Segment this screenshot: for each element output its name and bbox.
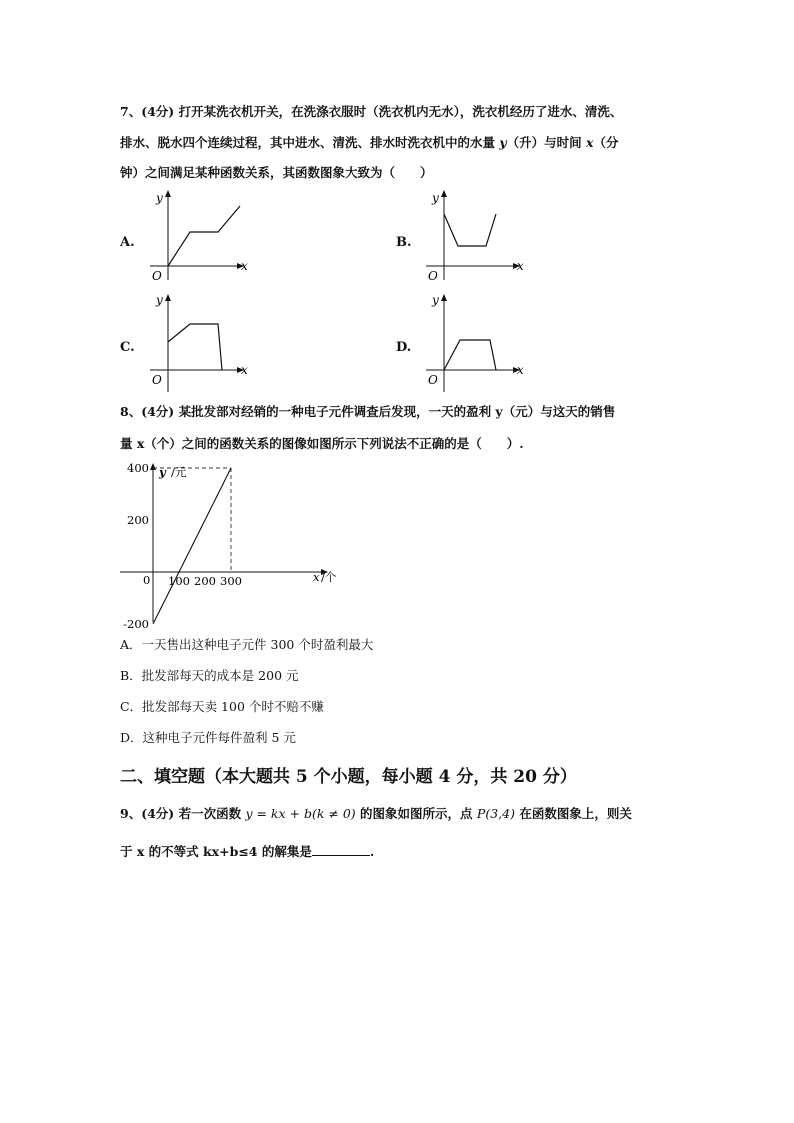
- q8-choice-c[interactable]: C．批发部每天卖 100 个时不赔不赚: [120, 699, 324, 714]
- chart-x-tick-200: 200: [194, 574, 216, 588]
- q7-option-a-label[interactable]: A.: [120, 235, 135, 250]
- y-axis-arrow-icon: [165, 190, 171, 197]
- y-label: y: [156, 293, 163, 307]
- chart-y-tick-400: 400: [127, 461, 149, 475]
- q9-mid: 的图象如图所示，点: [360, 806, 473, 821]
- chart-x-unit: /个: [321, 570, 337, 584]
- q7-var-y: y: [499, 135, 507, 150]
- graph-line: [444, 340, 496, 370]
- q8-line-1: 8、(4分) 某批发部对经销的一种电子元件调查后发现，一天的盈利 y（元）与这天的销售: [120, 404, 616, 419]
- q9-formula: y = kx + b(k ≠ 0): [245, 806, 356, 821]
- chart-y-label: y: [159, 465, 166, 479]
- q9-line-1: [120, 806, 680, 822]
- q7-line-2: [120, 135, 680, 151]
- q9-answer-blank[interactable]: [312, 843, 370, 856]
- q7-option-c-label[interactable]: C.: [120, 340, 135, 355]
- q7-line-2-text: 排水、脱水四个连续过程，其中进水、清洗、排水时洗衣机中的水量: [120, 135, 496, 150]
- q9-line-2-text: 于 x 的不等式 kx+b≤4 的解集是: [120, 844, 312, 859]
- y-label: y: [432, 293, 439, 307]
- y-axis-arrow-icon: [441, 190, 447, 197]
- x-label: x: [517, 363, 524, 377]
- q7-option-d-label[interactable]: D.: [396, 340, 412, 355]
- chart-y-tick-neg200: -200: [123, 617, 149, 630]
- q8-profit-chart: [115, 460, 355, 630]
- graph-line: [444, 214, 496, 246]
- chart-x-label: x: [313, 570, 320, 584]
- origin-label: O: [152, 373, 162, 387]
- q7-line-3: 钟）之间满足某种函数关系，其函数图象大致为（ ）: [120, 165, 433, 180]
- q7-line-1: 7、(4分) 打开某洗衣机开关，在洗涤衣服时（洗衣机内无水），洗衣机经历了进水、清洗、: [120, 104, 623, 119]
- chart-x-tick-100: 100: [168, 574, 190, 588]
- x-label: x: [241, 363, 248, 377]
- graph-line: [168, 206, 240, 266]
- q9-line-2: [120, 843, 680, 860]
- q9-line-2-end: .: [369, 844, 375, 859]
- chart-y-tick-200: 200: [127, 513, 149, 527]
- q7-line-2-mid: （升）与时间: [506, 135, 582, 150]
- q7-graph-c[interactable]: [140, 292, 260, 392]
- y-axis-arrow-icon: [441, 294, 447, 301]
- chart-x-tick-300: 300: [220, 574, 242, 588]
- q7-graph-a[interactable]: [140, 188, 260, 288]
- q9-suffix: 在函数图象上，则关: [519, 806, 632, 821]
- graph-line: [168, 324, 222, 370]
- x-label: x: [517, 259, 524, 273]
- q8-line-2: 量 x（个）之间的函数关系的图像如图所示下列说法不正确的是（ ）.: [120, 436, 524, 451]
- origin-label: O: [428, 269, 438, 283]
- chart-origin-label: 0: [143, 573, 151, 587]
- q7-graph-b[interactable]: [416, 188, 536, 288]
- y-axis-arrow-icon: [165, 294, 171, 301]
- q7-line-2-end: （分: [593, 135, 619, 150]
- chart-series-line: [153, 468, 231, 624]
- y-label: y: [432, 191, 439, 205]
- q8-choice-d[interactable]: D．这种电子元件每件盈利 5 元: [120, 730, 296, 745]
- section-2-heading: 二、填空题（本大题共 5 个小题，每小题 4 分，共 20 分）: [120, 767, 577, 787]
- q7-graph-d[interactable]: [416, 292, 536, 392]
- x-label: x: [241, 259, 248, 273]
- q9-prefix: 9、(4分) 若一次函数: [120, 806, 242, 821]
- origin-label: O: [152, 269, 162, 283]
- q8-choice-a[interactable]: A．一天售出这种电子元件 300 个时盈利最大: [120, 637, 374, 652]
- q8-choice-b[interactable]: B．批发部每天的成本是 200 元: [120, 668, 299, 683]
- q9-point: P(3,4): [476, 806, 515, 821]
- q7-var-x: x: [586, 135, 594, 150]
- q7-option-b-label[interactable]: B.: [396, 235, 412, 250]
- origin-label: O: [428, 373, 438, 387]
- y-label: y: [156, 191, 163, 205]
- chart-y-unit: /元: [171, 465, 187, 479]
- chart-y-axis-arrow-icon: [150, 463, 156, 470]
